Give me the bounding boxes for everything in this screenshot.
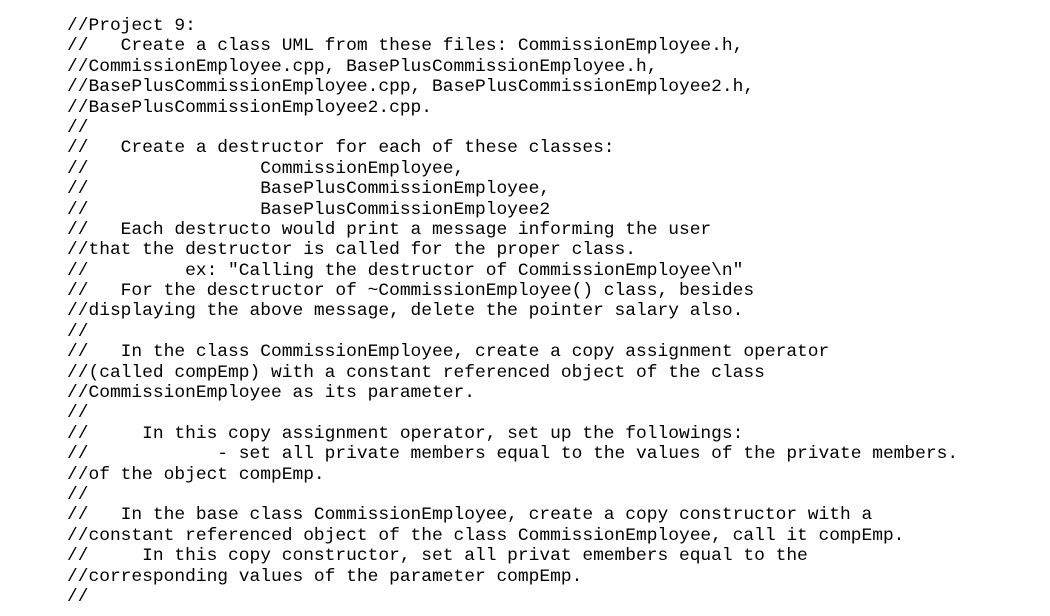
code-line: // In the class CommissionEmployee, create a copy assignment operator <box>67 342 830 363</box>
code-line: // Create a destructor for each of these classes: <box>67 138 615 159</box>
code-line: //(called compEmp) with a constant referenced object of the class <box>67 362 765 383</box>
code-line: // In the base class CommissionEmployee, create a copy constructor with a <box>67 505 873 526</box>
code-line: //corresponding values of the parameter compEmp. <box>67 566 583 587</box>
code-line: //BasePlusCommissionEmployee.cpp, BasePlusCommissionEmployee2.h, <box>67 77 755 98</box>
code-line: // - set all private members equal to the values of the private members. <box>67 444 959 465</box>
code-line: // <box>67 117 89 138</box>
code-line: // Create a class UML from these files: CommissionEmployee.h, <box>67 36 744 57</box>
code-line: //BasePlusCommissionEmployee2.cpp. <box>67 97 433 118</box>
code-line: //of the object compEmp. <box>67 464 325 485</box>
code-line: // <box>67 321 89 342</box>
code-line: // <box>67 484 89 505</box>
code-line: // Each destructo would print a message informing the user <box>67 219 712 240</box>
code-line: // ex: "Calling the destructor of CommissionEmployee\n" <box>67 260 744 281</box>
code-line: //constant referenced object of the class CommissionEmployee, call it compEmp. <box>67 525 905 546</box>
code-line: // In this copy assignment operator, set up the followings: <box>67 423 744 444</box>
code-line: //CommissionEmployee as its parameter. <box>67 383 475 404</box>
code-line: // BasePlusCommissionEmployee2 <box>67 199 551 220</box>
code-line: //CommissionEmployee.cpp, BasePlusCommissionEmployee.h, <box>67 56 658 77</box>
code-line: // <box>67 403 89 424</box>
code-line: // For the desctructor of ~CommissionEmployee() class, besides <box>67 281 755 302</box>
code-comment-block <box>67 16 958 607</box>
code-line: // In this copy constructor, set all privat emembers equal to the <box>67 546 808 567</box>
code-line: // <box>67 586 89 607</box>
code-line: //displaying the above message, delete the pointer salary also. <box>67 301 744 322</box>
code-line: // CommissionEmployee, <box>67 158 465 179</box>
code-line: // BasePlusCommissionEmployee, <box>67 179 551 200</box>
code-line: //that the destructor is called for the proper class. <box>67 240 637 261</box>
code-line: //Project 9: <box>67 16 196 36</box>
